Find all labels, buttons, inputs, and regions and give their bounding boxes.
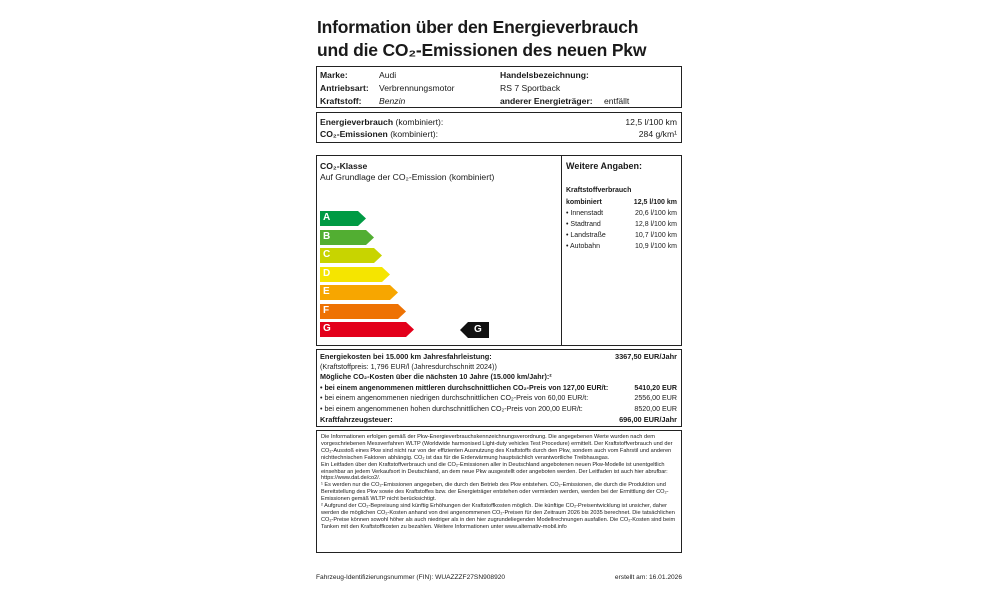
co2-class-letter: A [323,212,331,223]
current-class-marker [460,322,489,338]
creation-date: erstellt am: 16.01.2026 [614,574,682,581]
fineprint-paragraph-1: Die Informationen erfolgen gemäß der Pkw-Energieverbrauchskennzeichnungsverordnung. Die angegebenen Werte wurden nach dem vorgeschriebenen Messverfahren WLTP (Worldwide harmonised Light-duty vehicles Test Procedure) ermittelt. Der Kraftstoffverbrauch und der CO₂-Ausstoß eines Pkw sind nicht nur von der effizienten Ausnutzung des Kraftstoffs durch den Pkw, sondern auch vom Fahrstil und anderen nichttechnischen Faktoren abhängig. CO₂ ist das für die Erderwärmung hauptsächlich verantwortliche Treibhausgas. [321,434,673,461]
drive-label: Antriebsart: [320,83,369,93]
further-info-heading: Weitere Angaben: [566,161,643,171]
make-value: Audi [379,70,397,80]
further-info-box [561,155,682,346]
fineprint-text [321,434,679,531]
consumption-row-label: • Stadtrand [566,221,601,228]
co2-class-letter: E [323,286,330,297]
co2-class-box [316,155,562,346]
trade-name-label: Handelsbezeichnung: [500,70,589,80]
fuel-consumption-heading: Kraftstoffverbrauch [566,187,632,194]
consumption-row-label: • Innenstadt [566,210,604,217]
co2-cost-heading: Mögliche CO₂-Kosten über die nächsten 10 Jahre (15.000 km/Jahr):² [320,372,552,381]
co2-class-heading: CO₂-Klasse [320,161,368,171]
trade-name-value: RS 7 Sportback [500,83,561,93]
co2-class-arrow-g [320,322,414,337]
co2-cost-row-value: 2556,00 EUR [634,394,677,402]
co2-class-arrow-d [320,267,390,282]
costs-box [316,349,682,427]
co2-cost-row-value: 8520,00 EUR [634,404,677,413]
consumption-row-value: 20,6 l/100 km [634,210,677,217]
energy-cost-value: 3367,50 EUR/Jahr [614,352,677,361]
fineprint-box [316,430,682,553]
vehicle-tax-value: 696,00 EUR/Jahr [619,415,677,424]
co2-class-arrow-a [320,211,366,226]
co2-class-letter: G [323,323,331,334]
document-title [317,16,646,62]
fuel-label: Kraftstoff: [320,96,362,106]
drive-value: Verbrennungsmotor [379,83,455,93]
energy-cost-label: Energiekosten bei 15.000 km Jahresfahrleistung: [320,352,492,361]
co2-cost-row-value: 5410,20 EUR [634,383,677,392]
co2-cost-row-label: • bei einem angenommenen mittleren durchschnittlichen CO₂-Preis von 127,00 EUR/t: [320,383,609,392]
energy-consumption-label: Energieverbrauch (kombiniert): [320,117,444,127]
fineprint-footnote-1: ¹ Es werden nur die CO₂-Emissionen angegeben, die durch den Betrieb des Pkw entstehen. CO₂-Emissionen, die durch die Produktion und Bereitstellung des Pkw sowie des Kraftstoffes bzw. der Energieträger entstehen oder vermieden werden, werden bei der Ermittlung der CO₂-Emissionen gemäß WLTP nicht berücksichtigt. [321,482,669,503]
fineprint-footnote-2: ² Aufgrund der CO₂-Bepreisung sind künftig Erhöhungen der Kraftstoffkosten möglich. Die künftige CO₂-Preisentwicklung ist unsicher, daher werden die möglichen CO₂-Kosten anhand von drei angenommenen CO₂-Preisen für den Zeitraum 2026 bis 2035 berechnet. Die tatsächlichen CO₂-Preise können sowohl höher als auch niedriger als in den hier zugrundeliegenden Modellrechnungen ausfallen. Die CO₂-Kosten sind beim Tanken mit den Kraftstoffkosten zu bezahlen. Weitere Informationen unter www.alternativ-mobil.info [321,503,676,530]
co2-class-arrow-e [320,285,398,300]
co2-cost-row-label: • bei einem angenommenen niedrigen durchschnittlichen CO₂-Preis von 60,00 EUR/t: [320,394,589,402]
vehicle-info-box [316,66,682,108]
co2-class-letter: F [323,304,330,316]
energy-consumption-value: 12,5 l/100 km [625,117,677,127]
combined-label: kombiniert [566,199,602,206]
co2-emission-label: CO₂-Emissionen (kombiniert): [320,129,438,139]
co2-class-letter: B [323,230,331,242]
consumption-row-value: 10,9 l/100 km [634,243,677,250]
co2-emission-value: 284 g/km¹ [638,129,677,139]
fineprint-paragraph-2: Ein Leitfaden über den Kraftstoffverbrauch und die CO₂-Emissionen aller in Deutschland angebotenen neuen Pkw-Modelle ist unentgeltlich einsehbar an jedem Verkaufsort in Deutschland, an dem neue Pkw ausgestellt oder angeboten werden. Der Leitfaden ist auch hier abrufbar: https://www.dat.de/co2/. [321,461,668,482]
other-energy-label: anderer Energieträger: [500,96,593,106]
title-line-2: und die CO₂-Emissionen des neuen Pkw [317,40,647,60]
consumption-row-value: 10,7 l/100 km [634,232,677,239]
consumption-row-label: • Autobahn [566,243,600,250]
vehicle-tax-label: Kraftfahrzeugsteuer: [320,415,393,424]
consumption-row-value: 12,8 l/100 km [634,221,677,228]
combined-value: 12,5 l/100 km [633,199,677,206]
co2-class-arrow-f [320,304,406,319]
co2-class-letter: D [323,267,331,279]
fuel-price-note: (Kraftstoffpreis: 1,796 EUR/l (Jahresdurchschnitt 2024)) [320,362,497,371]
co2-class-subheading: Auf Grundlage der CO₂-Emission (kombiniert) [320,172,495,182]
title-line-1: Information über den Energieverbrauch [317,17,639,37]
co2-class-letter: C [323,249,331,260]
co2-class-arrow-b [320,230,374,245]
co2-class-arrow-c [320,248,382,263]
other-energy-value: entfällt [604,96,630,106]
energy-label-document [316,0,684,600]
make-label: Marke: [320,70,348,80]
consumption-row-label: • Landstraße [566,232,606,239]
vehicle-identification-number: Fahrzeug-Identifizierungsnummer (FIN): WUAZZZF27SN908920 [316,574,506,581]
fuel-value: Benzin [379,96,406,106]
consumption-box [316,112,682,143]
current-class-letter: G [474,324,482,335]
co2-cost-row-label: • bei einem angenommenen hohen durchschnittlichen CO₂-Preis von 200,00 EUR/t: [320,404,583,413]
